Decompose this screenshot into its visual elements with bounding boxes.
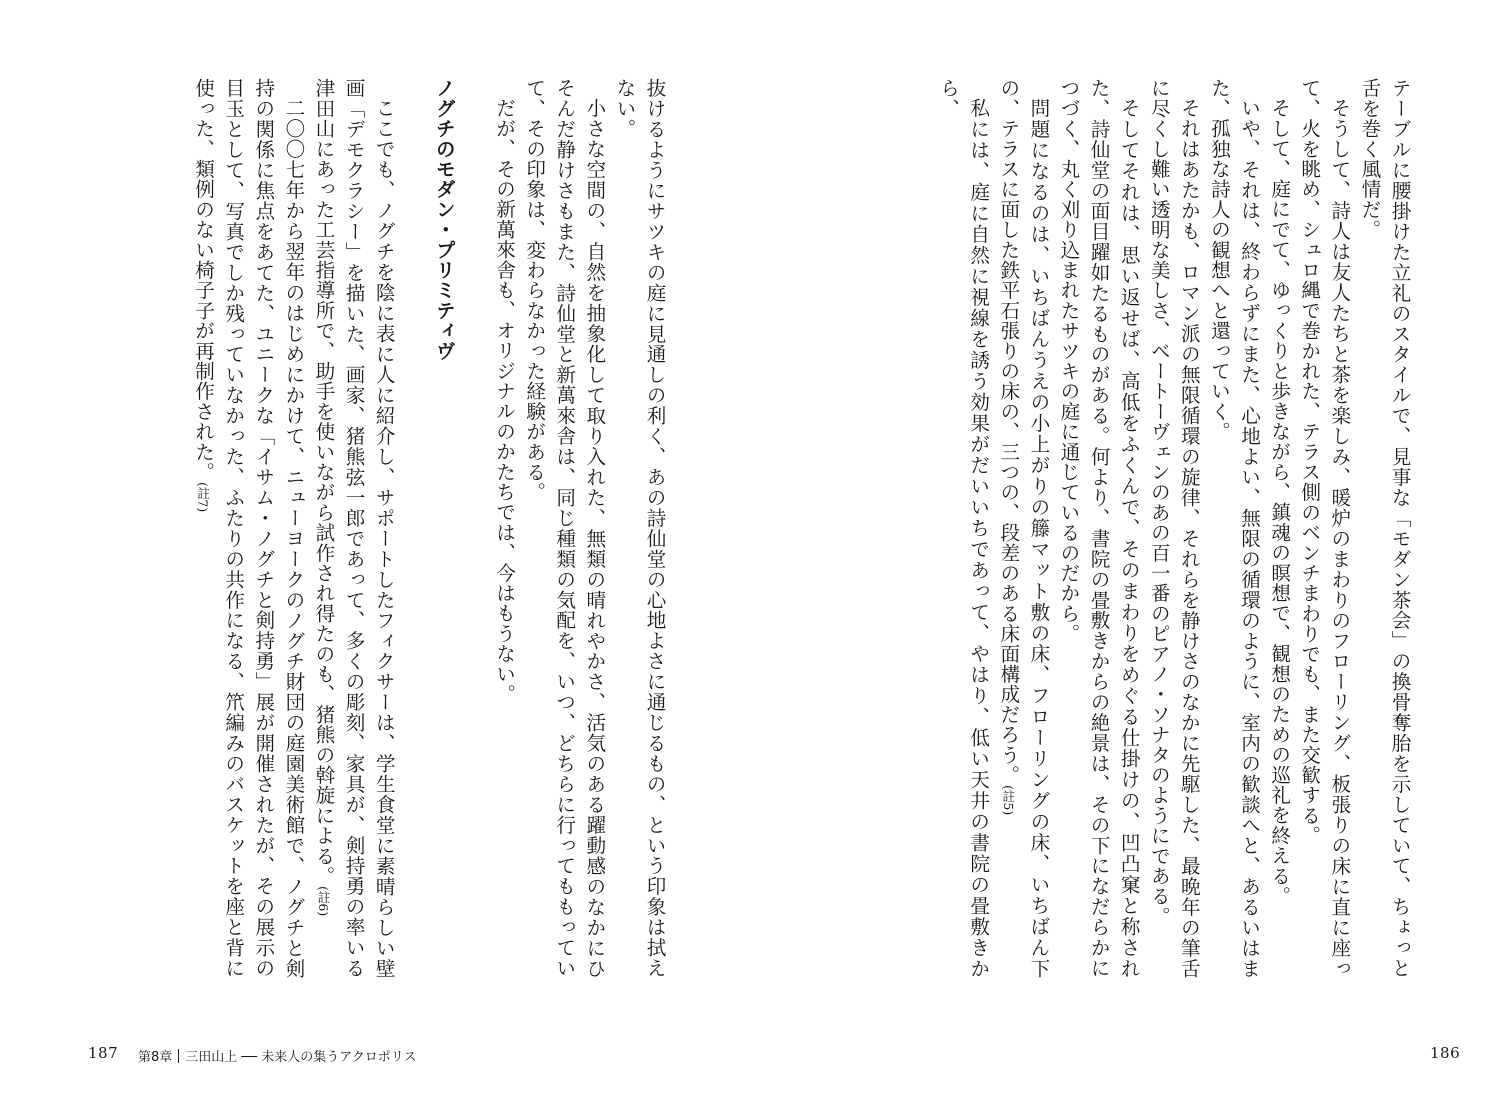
paragraph: 小さな空間の、自然を抽象化して取り入れた、無類の晴れやかさ、活気のある躍動感のなかにひそんだ静けさもまた、詩仙堂と新萬來舎は、同じ種類の気配を、いつ、どちらに行ってももっていて、その印象は、変わらなかった経験がある。	[522, 78, 606, 978]
paragraph: そして、庭にでて、ゆっくりと歩きながら、鎮魂の瞑想で、観想のための巡礼を終える。	[1267, 97, 1291, 906]
page-number: 187	[88, 1044, 119, 1062]
paragraph: 抜けるようにサツキの庭に見通しの利く、あの詩仙堂の心地よさに通じるもの、という印象は拭えない。	[612, 78, 666, 978]
running-head-chapter: 第8章	[138, 1050, 173, 1065]
running-head-title: 三田山上 ── 未来人の集うアクロポリス	[185, 1050, 417, 1065]
left-page-body	[89, 78, 669, 978]
paragraph: テーブルに腰掛けた立礼のスタイルで、見事な「モダン茶会」の換骨奪胎を示していて、ちょっと舌を巻く風情だ。	[1357, 78, 1411, 978]
paragraph: 問題になるのは、いちばんうえの小上がりの籐マット敷の床、フローリングの床、いちばん下の、テラスに面した鉄平石張りの床の、三つの、段差のある床面構成だろう。(註5)	[996, 78, 1050, 978]
footnote-ref: (註7)	[195, 482, 211, 513]
paragraph: だが、その新萬來舎も、オリジナルのかたちでは、今はもうない。	[492, 97, 516, 704]
paragraph: それはあたかも、ロマン派の無限循環の旋律、それらを静けさのなかに先駆した、最晩年の筆舌に尽くし難い透明な美しさ、ベートーヴェンのあの百一番のピアノ・ソナタのようにである。	[1147, 78, 1201, 978]
right-page-body	[894, 78, 1414, 978]
paragraph: いや、それは、終わらずにまた、心地よい、無限の循環のように、室内の歓談へと、あるいはまた、孤独な詩人の観想へと還っていく。	[1207, 78, 1261, 978]
paragraph: ここでも、ノグチを陰に表に人に紹介し、サポートしたフィクサーは、学生食堂に素晴らしい壁画「デモクラシー」を描いた、画家、猪熊弦一郎であって、多くの彫刻、家具が、剣持勇の率いる津田山にあった工芸指導所で、助手を使いながら試作され得たのも、猪熊の斡旋による。(註6)	[311, 78, 396, 978]
running-head-divider	[178, 1049, 179, 1063]
paragraph: そうして、詩人は友人たちと茶を楽しみ、暖炉のまわりのフローリング、板張りの床に直に座って、火を眺め、シュロ縄で巻かれた、テラス側のベンチまわりでも、また交歓する。	[1297, 78, 1351, 978]
footnote-ref: (註5)	[1000, 785, 1016, 816]
paragraph: 二〇〇七年から翌年のはじめにかけて、ニューヨークのノグチ財団の庭園美術館で、ノグチと剣持の関係に焦点をあてた、ユニークな「イサム・ノグチと剣持勇」展が開催されたが、その展示の目玉として、写真でしか残っていなかった、ふたりの共作になる、笊編みのバスケットを座と背に使った、類例のない椅子子が再制作された。(註7)	[191, 78, 305, 978]
right-page	[751, 0, 1502, 1103]
paragraph: そしてそれは、思い返せば、高低をふくんで、そのまわりをめぐる仕掛けの、凹凸窠と称された、詩仙堂の面目躍如たるものがある。何より、書院の畳敷きからの絶景は、その下になだらかにつづく、丸く刈り込まれたサツキの庭に通じているのだから。	[1056, 78, 1141, 978]
page-number: 186	[1430, 1044, 1461, 1062]
running-head	[138, 1046, 417, 1065]
footnote-ref: (註6)	[315, 886, 331, 917]
paragraph: 私には、庭に自然に視線を誘う効果がだいいちであって、やはり、低い天井の書院の畳敷きから、	[936, 78, 990, 978]
section-gap	[458, 78, 488, 978]
section-heading: ノグチのモダン・プリミティヴ	[432, 78, 456, 361]
